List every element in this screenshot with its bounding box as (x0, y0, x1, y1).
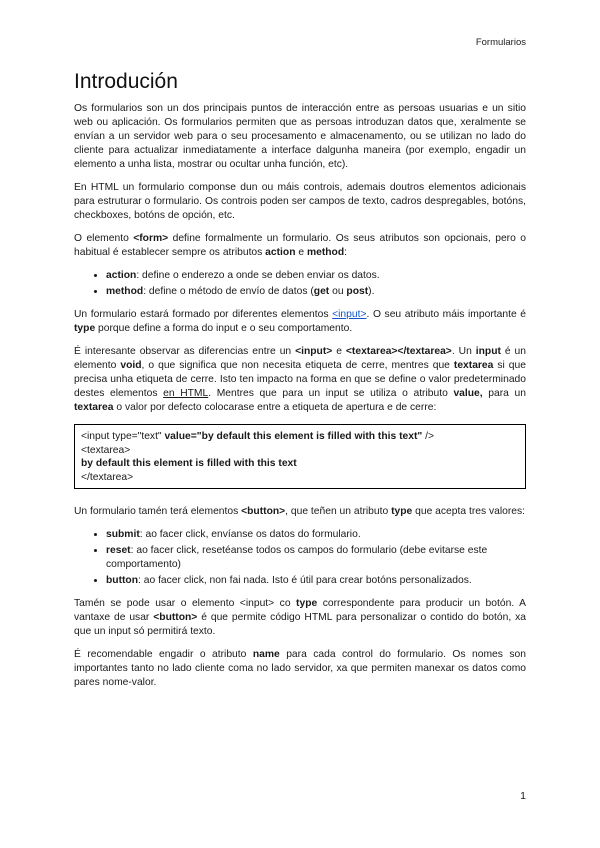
button-tag: <button> (241, 506, 286, 517)
get-keyword: get (313, 286, 330, 297)
paragraph-button (74, 505, 526, 519)
type-keyword: type (391, 506, 413, 517)
text: : (344, 247, 348, 258)
underlined-text: en HTML (163, 388, 209, 399)
page-content (74, 70, 526, 699)
text: Tamén se pode usar o elemento <input> co (74, 598, 297, 609)
text: Un formulario estará formado por diferentes elementos (74, 309, 333, 320)
text: É interesante observar as diferencias entre un (74, 346, 296, 357)
code-text: /> (422, 431, 435, 442)
button-type-description: : ao facer click, non fai nada. Isto é útil para crear botóns personalizados. (138, 575, 472, 586)
void-keyword: void (120, 360, 142, 371)
code-text-bold: value="by default this element is filled with this text" (164, 431, 423, 442)
text: O elemento (74, 233, 134, 244)
list-item (106, 285, 526, 299)
text: correspondente para producir un botón. A vantaxe de usar (74, 598, 526, 623)
paragraph-input (74, 308, 526, 336)
text: e (332, 346, 346, 357)
type-keyword: type (74, 323, 96, 334)
text: porque define a forma do input e o seu comportamento. (95, 323, 353, 334)
code-line: <textarea> (81, 444, 131, 456)
attribute-name: action (106, 270, 137, 281)
text: que acepta tres valores: (412, 506, 526, 517)
list-item (106, 528, 526, 542)
textarea-keyword: textarea (453, 360, 494, 371)
attribute-name: method (106, 286, 144, 297)
type-keyword: type (296, 598, 318, 609)
section-title: Introdución (74, 70, 178, 93)
text: . Un (451, 346, 476, 357)
input-link[interactable]: <input> (332, 309, 367, 320)
name-keyword: name (252, 649, 280, 660)
code-line (81, 430, 519, 444)
value-keyword: value, (453, 388, 483, 399)
button-type-name: submit (106, 529, 140, 540)
text: , o que significa que non necesita etiqueta de cerre, mentres que (141, 360, 454, 371)
text: , que teñen un atributo (285, 506, 392, 517)
action-keyword: action (265, 247, 296, 258)
list-item (106, 544, 526, 572)
text: é que permite código HTML para personalizar o contido do botón, xa que un input só permitirá texto. (74, 612, 526, 637)
paragraph-controls: En HTML un formulario componse dun ou máis controis, ademais doutros elementos adicionais para estruturar o formulario. Os controis poden ser campos de texto, cadros despregables, botóns, checkboxes, botóns de opción, etc. (74, 182, 526, 221)
code-text-bold: by default this element is filled with this text (81, 458, 297, 469)
textarea-keyword: textarea (74, 402, 114, 413)
paragraph-form-element (74, 232, 526, 260)
text: . Mentres que para un input se utiliza o atributo (208, 388, 454, 399)
list-item (106, 269, 526, 283)
input-tag: <input> (295, 346, 333, 357)
paragraph-input-button (74, 597, 526, 639)
paragraph-intro: Os formularios son un dos principais puntos de interacción entre as persoas usuarias e un sitio web ou aplicación. Os formularios permiten que as persoas introduzan datos que, xeralmente se envían a un servidor web para o seu procesamento e almacenamento, ou se utilizan no lado do cliente para actualizar inmediatamente a interface dalgunha maneira (por exemplo, engadir un elemento a unha lista, mostrar ou ocultar unha función, etc). (74, 103, 526, 170)
form-tag: <form> (133, 233, 169, 244)
paragraph-name-attribute (74, 648, 526, 690)
text: define formalmente un formulario. Os seus atributos son opcionais, pero o habitual é establecer sempre os atributos (74, 233, 526, 258)
button-types-list (74, 528, 526, 588)
code-line (81, 457, 519, 471)
text: si que precisa unha etiqueta de cerre. Isto ten impacto na forma en que se define o valor predeterminado destes elementos (74, 360, 526, 399)
form-attributes-list (74, 269, 526, 299)
list-item (106, 574, 526, 588)
text: para un (482, 388, 526, 399)
attribute-description: : define o método de envío de datos ( (143, 286, 314, 297)
text: o valor por defecto colocarase entre a etiqueta de apertura e de cerre: (113, 402, 437, 413)
button-type-name: reset (106, 545, 131, 556)
button-type-description: : ao facer click, envíanse os datos do formulario. (139, 529, 361, 540)
button-type-description: : ao facer click, resetéanse todos os campos do formulario (debe evitarse este comportamento) (106, 545, 488, 570)
text: É recomendable engadir o atributo (74, 649, 253, 660)
page-number: 1 (520, 790, 526, 802)
paragraph-input-vs-textarea (74, 345, 526, 415)
running-header: Formularios (475, 37, 526, 48)
textarea-tag: <textarea></textarea> (345, 346, 452, 357)
text: é un elemento (74, 346, 526, 371)
text: Un formulario tamén terá elementos (74, 506, 242, 517)
post-keyword: post (346, 286, 369, 297)
method-keyword: method (306, 247, 345, 258)
button-tag: <button> (153, 612, 198, 623)
text: ). (368, 286, 375, 297)
text: ou (329, 286, 347, 297)
text: . O seu atributo máis importante é (366, 309, 526, 320)
text: e (295, 247, 307, 258)
button-type-name: button (106, 575, 139, 586)
input-keyword: input (475, 346, 501, 357)
text: para cada control do formulario. Os nomes son importantes tanto no lado cliente coma no lado servidor, xa que permiten manexar os datos como pares nome-valor. (74, 649, 526, 688)
code-example-box (74, 424, 526, 489)
attribute-description: : define o enderezo a onde se deben enviar os datos. (136, 270, 380, 281)
code-line: </textarea> (81, 471, 134, 483)
code-text: <input type="text" (81, 431, 165, 442)
